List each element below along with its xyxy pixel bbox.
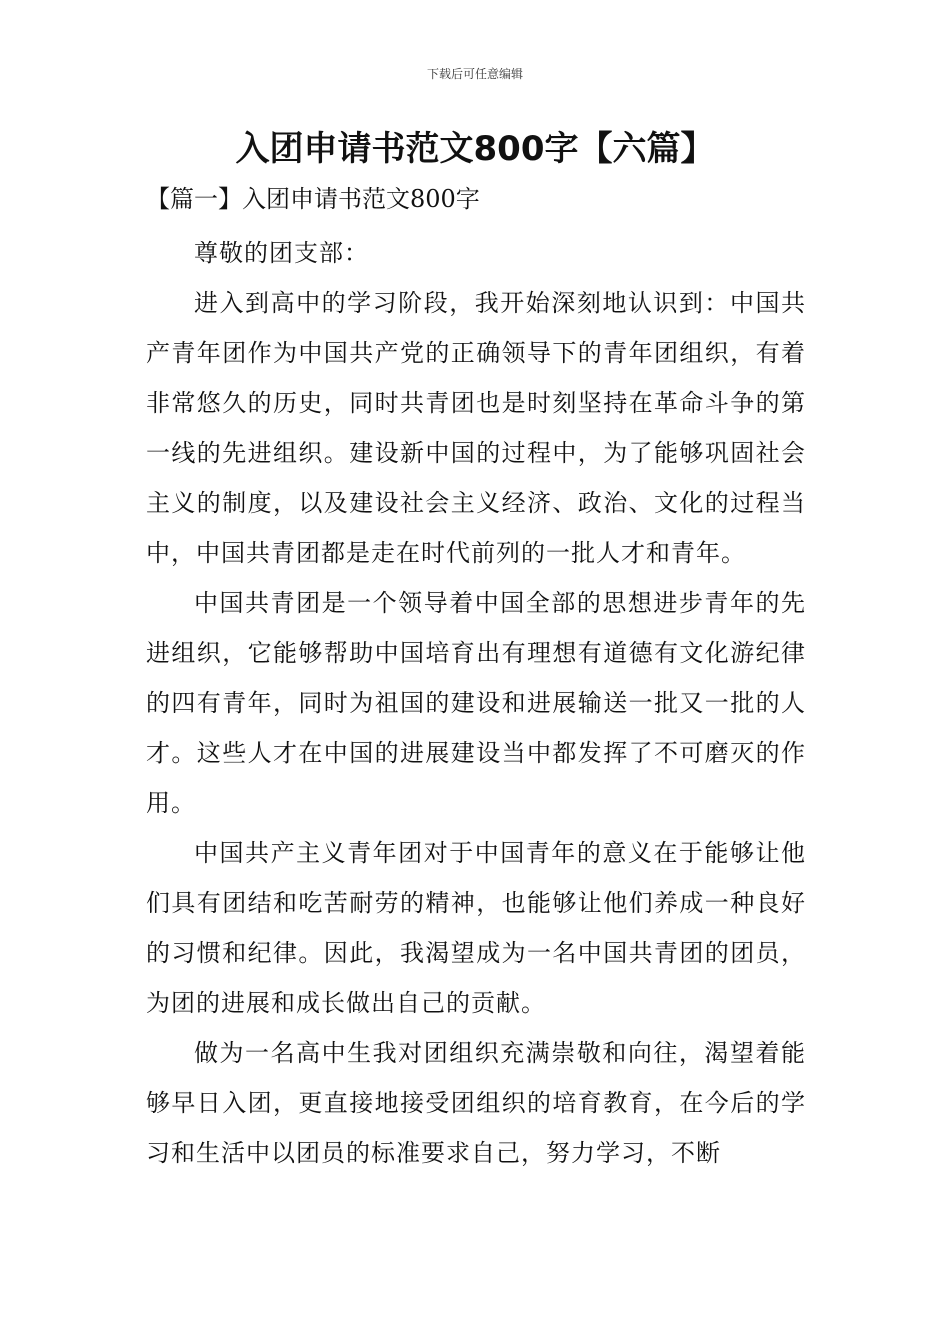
page-header-note: 下载后可任意编辑 bbox=[426, 67, 523, 81]
body-paragraph-3: 中国共产主义青年团对于中国青年的意义在于能够让他们具有团结和吃苦耐劳的精神，也能够让他们养成一种良好的习惯和纪律。因此，我渴望成为一名中国共青团的团员，为团的进展和成长做出自己的贡献。 bbox=[146, 839, 806, 1017]
section-heading: 【篇一】入团申请书范文800字 bbox=[146, 185, 480, 213]
salutation: 尊敬的团支部： bbox=[194, 239, 369, 267]
body-paragraph-1: 进入到高中的学习阶段，我开始深刻地认识到：中国共产青年团作为中国共产党的正确领导下的青年团组织，有着非常悠久的历史，同时共青团也是时刻坚持在革命斗争的第一线的先进组织。建设新中国的过程中，为了能够巩固社会主义的制度，以及建设社会主义经济、政治、文化的过程当中，中国共青团都是走在时代前列的一批人才和青年。 bbox=[146, 289, 806, 567]
body-paragraph-2: 中国共青团是一个领导着中国全部的思想进步青年的先进组织，它能够帮助中国培育出有理想有道德有文化游纪律的四有青年，同时为祖国的建设和进展输送一批又一批的人才。这些人才在中国的进展建设当中都发挥了不可磨灭的作用。 bbox=[146, 589, 806, 817]
document-body bbox=[146, 178, 806, 1178]
body-paragraph-4: 做为一名高中生我对团组织充满崇敬和向往，渴望着能够早日入团，更直接地接受团组织的培育教育，在今后的学习和生活中以团员的标准要求自己，努力学习，不断 bbox=[146, 1039, 806, 1167]
document-title: 入团申请书范文800字【六篇】 bbox=[235, 129, 715, 169]
